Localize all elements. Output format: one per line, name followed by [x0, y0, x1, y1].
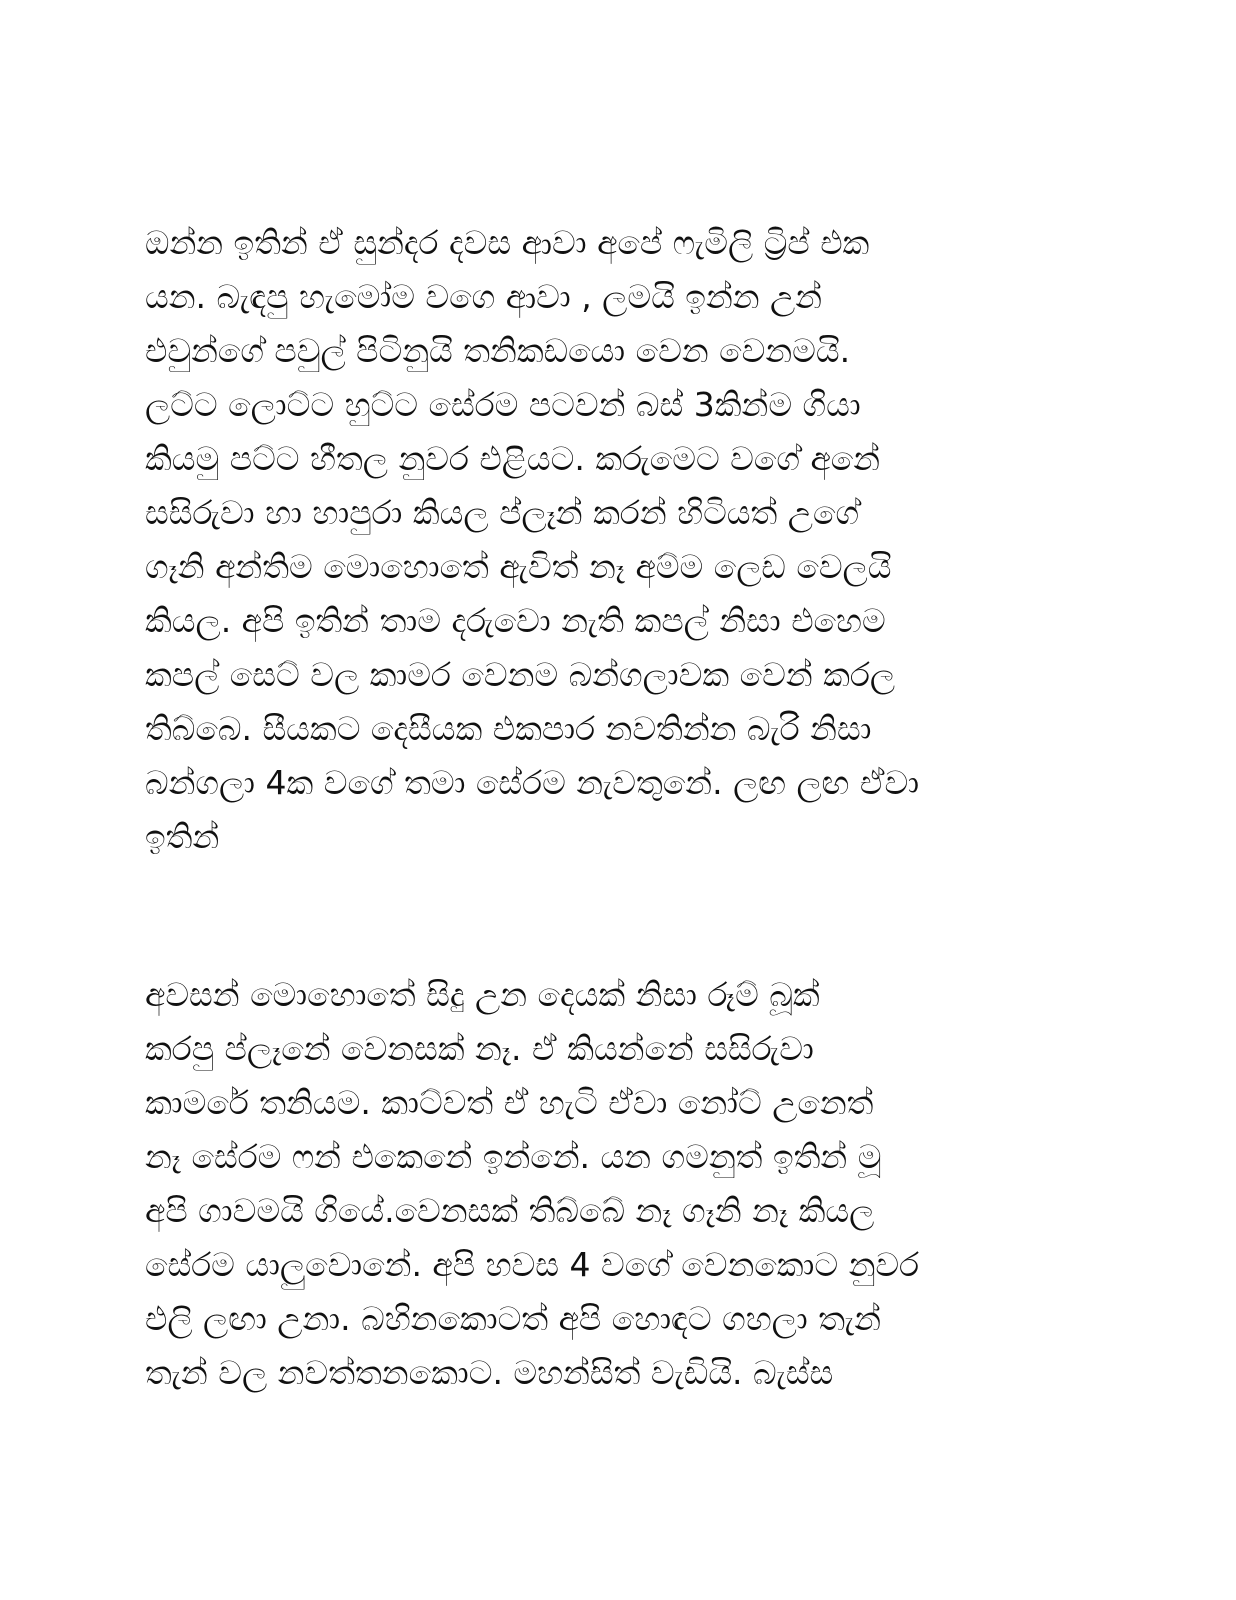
text-line: කාමරේ තනියම. කාට්වත් ඒ හැටි ඒවා නෝට් උනෙත්: [145, 1083, 874, 1122]
paragraph-1: [145, 216, 1085, 864]
text-line: ඉතින්: [145, 817, 220, 856]
text-line: ලට්ට ලොට්ට හුට්ට සේරම පටවන් බස් 3කින්ම ගියා: [145, 385, 861, 424]
text-line: කරපු ප්ලෑනේ වෙනසක් නෑ. ඒ කියන්නේ සසිරුවා: [145, 1029, 814, 1068]
text-line: තැන් වල නවත්තනකොට. මහන්සිත් වැඩියි. බැස්ස: [145, 1353, 834, 1392]
text-line: ඔන්න ඉතින් ඒ සුන්දර දවස ආවා අපේ ෆැමිලි ට්‍රිප් එක: [145, 223, 870, 262]
text-line: තිබ්බෙ. සීයකට දෙසීයක එකපාර නවතින්න බැරි නිසා: [145, 709, 872, 748]
text-line: යන. බැඳපු හැමෝම වගෙ ආවා , ලමයි ඉන්න උන්: [145, 277, 823, 316]
text-line: අවසන් මොහොතේ සිදු උන දෙයක් නිසා රූම් බූක්: [145, 975, 820, 1014]
text-line: කපල් සෙට් වල කාමර වෙනම බන්ගලාවක වෙන් කරල: [145, 655, 896, 694]
text-line: කියමු පට්ට හීතල නුවර එළියට. කරුමෙට වගේ අනේ: [145, 439, 881, 478]
text-line: එලි ලඟා උනා. බහිනකොටත් අපි හොඳට ගහලා තැන්: [145, 1299, 881, 1338]
text-line: අපි ගාවමයි ගියේ.වෙනසක් තිබ්බේ නෑ ගෑනි නෑ කියල: [145, 1191, 875, 1230]
text-line: ගෑනි අන්තිම මොහොතේ ඇවිත් නෑ අම්ම ලෙඩ වෙලයි: [145, 547, 892, 586]
text-line: බන්ගලා 4ක වගේ තමා සේරම නැවතුනේ. ලඟ ලඟ ඒවා: [145, 763, 920, 802]
paragraph-2: [145, 968, 1085, 1400]
text-line: සේරම යාලුවොනේ. අපි හවස 4 වගේ වෙනකොට නුවර: [145, 1245, 920, 1284]
text-line: කියල. අපි ඉතින් තාම දරුවො නැති කපල් නිසා එහෙම: [145, 601, 886, 640]
text-line: සසිරුවා හා හාපුරා කියල ප්ලෑන් කරන් හිටියත් උගේ: [145, 493, 860, 532]
text-line: එවුන්ගේ පවුල් පිටිනුයි තනිකඩයො වෙන වෙනමයි.: [145, 331, 851, 370]
text-line: නෑ සේරම ෆන් එකෙනේ ඉන්නේ. යන ගමනුත් ඉතින් මූ: [145, 1137, 882, 1176]
